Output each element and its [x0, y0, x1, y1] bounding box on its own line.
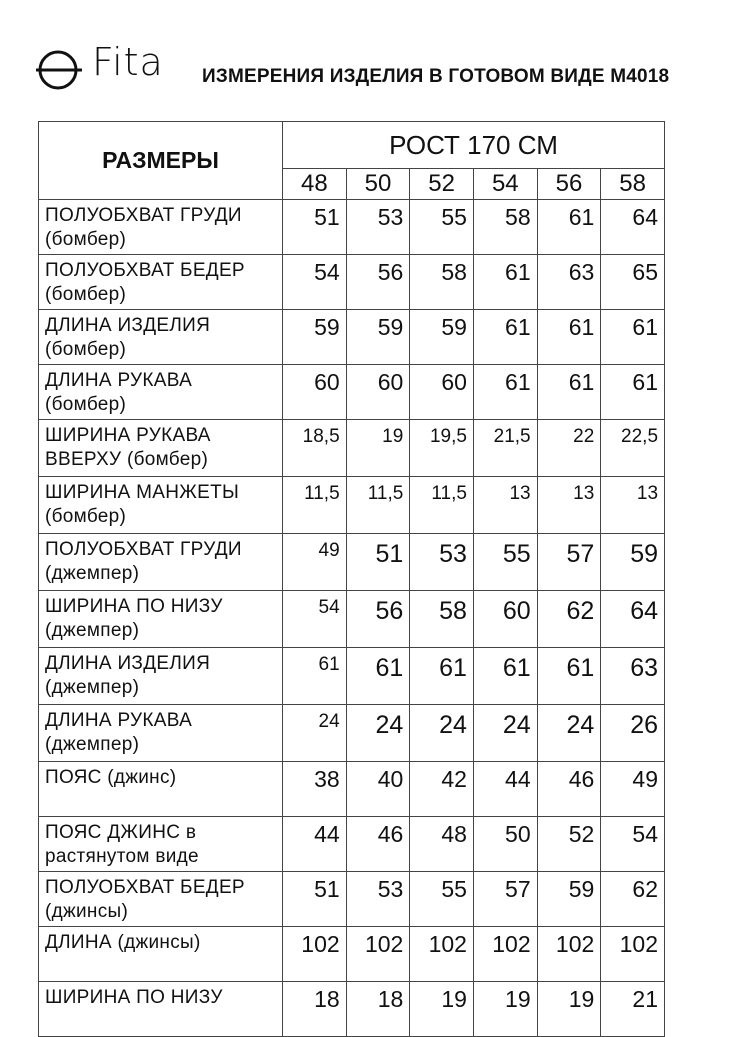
- value-cell: 26: [601, 705, 665, 762]
- value-cell: 102: [473, 927, 537, 982]
- value-cell: 60: [283, 365, 347, 420]
- value-cell: 11,5: [346, 477, 410, 534]
- row-label: ДЛИНА ИЗДЕЛИЯ (бомбер): [39, 310, 283, 365]
- value-cell: 19,5: [410, 420, 474, 477]
- value-cell: 11,5: [283, 477, 347, 534]
- value-cell: 11,5: [410, 477, 474, 534]
- row-label: ШИРИНА РУКАВА ВВЕРХУ (бомбер): [39, 420, 283, 477]
- value-cell: 58: [410, 591, 474, 648]
- row-label: ДЛИНА ИЗДЕЛИЯ (джемпер): [39, 648, 283, 705]
- value-cell: 13: [537, 477, 601, 534]
- value-cell: 24: [283, 705, 347, 762]
- value-cell: 19: [410, 982, 474, 1037]
- value-cell: 53: [346, 200, 410, 255]
- value-cell: 61: [473, 310, 537, 365]
- value-cell: 59: [410, 310, 474, 365]
- value-cell: 19: [473, 982, 537, 1037]
- row-label: ПОЛУОБХВАТ БЕДЕР (бомбер): [39, 255, 283, 310]
- table-row: [39, 982, 665, 1037]
- row-label: ШИРИНА ПО НИЗУ: [39, 982, 283, 1037]
- value-cell: 46: [537, 762, 601, 817]
- value-cell: 60: [473, 591, 537, 648]
- value-cell: 59: [537, 872, 601, 927]
- value-cell: 63: [537, 255, 601, 310]
- size-header-cell: 50: [346, 169, 410, 200]
- value-cell: 61: [346, 648, 410, 705]
- table-row: [39, 705, 665, 762]
- value-cell: 24: [473, 705, 537, 762]
- value-cell: 59: [283, 310, 347, 365]
- value-cell: 18: [346, 982, 410, 1037]
- value-cell: 58: [410, 255, 474, 310]
- table-row: [39, 817, 665, 872]
- value-cell: 102: [283, 927, 347, 982]
- value-cell: 54: [601, 817, 665, 872]
- value-cell: 65: [601, 255, 665, 310]
- value-cell: 52: [537, 817, 601, 872]
- table-row: [39, 762, 665, 817]
- value-cell: 18: [283, 982, 347, 1037]
- value-cell: 61: [601, 365, 665, 420]
- page-title: ИЗМЕРЕНИЯ ИЗДЕЛИЯ В ГОТОВОМ ВИДЕ М4018: [202, 66, 670, 87]
- value-cell: 62: [537, 591, 601, 648]
- row-label: ДЛИНА (джинсы): [39, 927, 283, 982]
- value-cell: 22: [537, 420, 601, 477]
- table-row: [39, 648, 665, 705]
- value-cell: 63: [601, 648, 665, 705]
- value-cell: 61: [537, 648, 601, 705]
- value-cell: 50: [473, 817, 537, 872]
- value-cell: 22,5: [601, 420, 665, 477]
- value-cell: 49: [283, 534, 347, 591]
- value-cell: 54: [283, 591, 347, 648]
- row-label: ПОЛУОБХВАТ ГРУДИ (бомбер): [39, 200, 283, 255]
- row-label: ШИРИНА МАНЖЕТЫ (бомбер): [39, 477, 283, 534]
- value-cell: 102: [601, 927, 665, 982]
- value-cell: 61: [473, 648, 537, 705]
- table-row: [39, 365, 665, 420]
- table-row: [39, 591, 665, 648]
- value-cell: 18,5: [283, 420, 347, 477]
- value-cell: 24: [410, 705, 474, 762]
- value-cell: 59: [601, 534, 665, 591]
- value-cell: 61: [537, 200, 601, 255]
- value-cell: 60: [410, 365, 474, 420]
- value-cell: 56: [346, 591, 410, 648]
- value-cell: 61: [283, 648, 347, 705]
- row-label: ПОЛУОБХВАТ ГРУДИ (джемпер): [39, 534, 283, 591]
- value-cell: 21: [601, 982, 665, 1037]
- size-table: [38, 121, 665, 1037]
- value-cell: 58: [473, 200, 537, 255]
- height-header: РОСТ 170 СМ: [283, 122, 665, 169]
- value-cell: 61: [410, 648, 474, 705]
- row-label: ДЛИНА РУКАВА (бомбер): [39, 365, 283, 420]
- value-cell: 51: [283, 200, 347, 255]
- value-cell: 13: [601, 477, 665, 534]
- value-cell: 53: [410, 534, 474, 591]
- value-cell: 19: [537, 982, 601, 1037]
- value-cell: 64: [601, 591, 665, 648]
- table-row: [39, 255, 665, 310]
- value-cell: 61: [537, 310, 601, 365]
- value-cell: 57: [473, 872, 537, 927]
- value-cell: 64: [601, 200, 665, 255]
- value-cell: 61: [473, 255, 537, 310]
- size-header-cell: 56: [537, 169, 601, 200]
- table-row: [39, 310, 665, 365]
- value-cell: 60: [346, 365, 410, 420]
- value-cell: 102: [346, 927, 410, 982]
- size-header-cell: 54: [473, 169, 537, 200]
- size-header-cell: 58: [601, 169, 665, 200]
- value-cell: 46: [346, 817, 410, 872]
- value-cell: 62: [601, 872, 665, 927]
- value-cell: 44: [283, 817, 347, 872]
- value-cell: 55: [410, 872, 474, 927]
- row-label: ПОЛУОБХВАТ БЕДЕР (джинсы): [39, 872, 283, 927]
- value-cell: 61: [473, 365, 537, 420]
- value-cell: 54: [283, 255, 347, 310]
- value-cell: 24: [537, 705, 601, 762]
- table-row: [39, 200, 665, 255]
- table-row: [39, 477, 665, 534]
- value-cell: 59: [346, 310, 410, 365]
- value-cell: 55: [473, 534, 537, 591]
- table-row: [39, 420, 665, 477]
- size-header-cell: 52: [410, 169, 474, 200]
- value-cell: 21,5: [473, 420, 537, 477]
- row-label: ДЛИНА РУКАВА (джемпер): [39, 705, 283, 762]
- table-row: [39, 534, 665, 591]
- value-cell: 55: [410, 200, 474, 255]
- value-cell: 61: [601, 310, 665, 365]
- value-cell: 40: [346, 762, 410, 817]
- row-label: ПОЯС ДЖИНС в растянутом виде: [39, 817, 283, 872]
- value-cell: 51: [283, 872, 347, 927]
- sizes-header: РАЗМЕРЫ: [39, 122, 283, 200]
- value-cell: 56: [346, 255, 410, 310]
- size-header-cell: 48: [283, 169, 347, 200]
- row-label: ПОЯС (джинс): [39, 762, 283, 817]
- value-cell: 57: [537, 534, 601, 591]
- value-cell: 19: [346, 420, 410, 477]
- brand-name: Fita: [92, 40, 164, 84]
- value-cell: 24: [346, 705, 410, 762]
- value-cell: 13: [473, 477, 537, 534]
- value-cell: 102: [410, 927, 474, 982]
- value-cell: 102: [537, 927, 601, 982]
- value-cell: 61: [537, 365, 601, 420]
- value-cell: 53: [346, 872, 410, 927]
- value-cell: 38: [283, 762, 347, 817]
- row-label: ШИРИНА ПО НИЗУ (джемпер): [39, 591, 283, 648]
- table-row: [39, 927, 665, 982]
- value-cell: 44: [473, 762, 537, 817]
- value-cell: 48: [410, 817, 474, 872]
- table-row: [39, 872, 665, 927]
- value-cell: 42: [410, 762, 474, 817]
- value-cell: 49: [601, 762, 665, 817]
- value-cell: 51: [346, 534, 410, 591]
